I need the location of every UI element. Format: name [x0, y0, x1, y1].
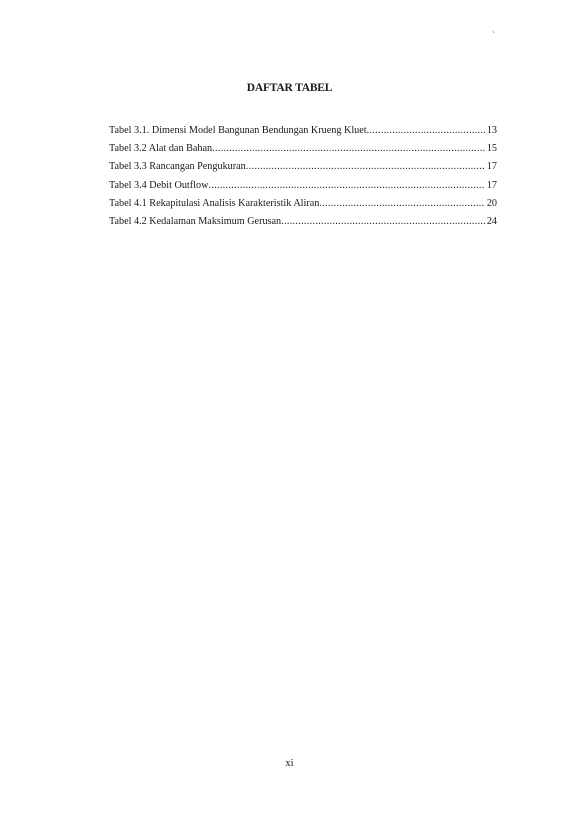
toc-entry[interactable] — [109, 125, 497, 143]
dot-leader — [212, 143, 485, 154]
toc-entry[interactable] — [109, 143, 497, 161]
toc-entry-label: Tabel 3.3 Rancangan Pengukuran — [109, 161, 246, 173]
toc-entry[interactable] — [109, 180, 497, 198]
table-of-tables-list — [109, 125, 497, 234]
toc-entry-page: 17 — [486, 179, 497, 191]
dot-leader — [319, 198, 484, 209]
page-number: xi — [285, 758, 294, 769]
dot-leader — [281, 216, 485, 227]
toc-entry-label: Tabel 3.1. Dimensi Model Bangunan Bendungan Krueng Kluet — [109, 125, 367, 136]
toc-entry-page: 13 — [486, 125, 497, 136]
toc-entry-label: Tabel 3.4 Debit Outflow — [109, 179, 209, 191]
toc-entry[interactable] — [109, 161, 497, 179]
toc-entry-label: Tabel 3.2 Alat dan Bahan — [109, 143, 213, 155]
toc-entry-label: Tabel 4.2 Kedalaman Maksimum Gerusan — [109, 215, 282, 227]
dot-leader — [367, 125, 485, 136]
page-title: DAFTAR TABEL — [246, 82, 333, 94]
toc-entry-page: 24 — [486, 215, 497, 227]
dot-leader — [246, 161, 485, 172]
toc-entry-page: 15 — [486, 143, 497, 155]
toc-entry-label: Tabel 4.1 Rekapitulasi Analisis Karakteristik Aliran — [109, 197, 320, 209]
corner-mark: ` — [492, 30, 495, 40]
toc-entry-page: 20 — [486, 197, 497, 209]
toc-entry[interactable] — [109, 216, 497, 234]
toc-entry-page: 17 — [486, 161, 497, 173]
toc-entry[interactable] — [109, 198, 497, 216]
dot-leader — [208, 180, 484, 191]
